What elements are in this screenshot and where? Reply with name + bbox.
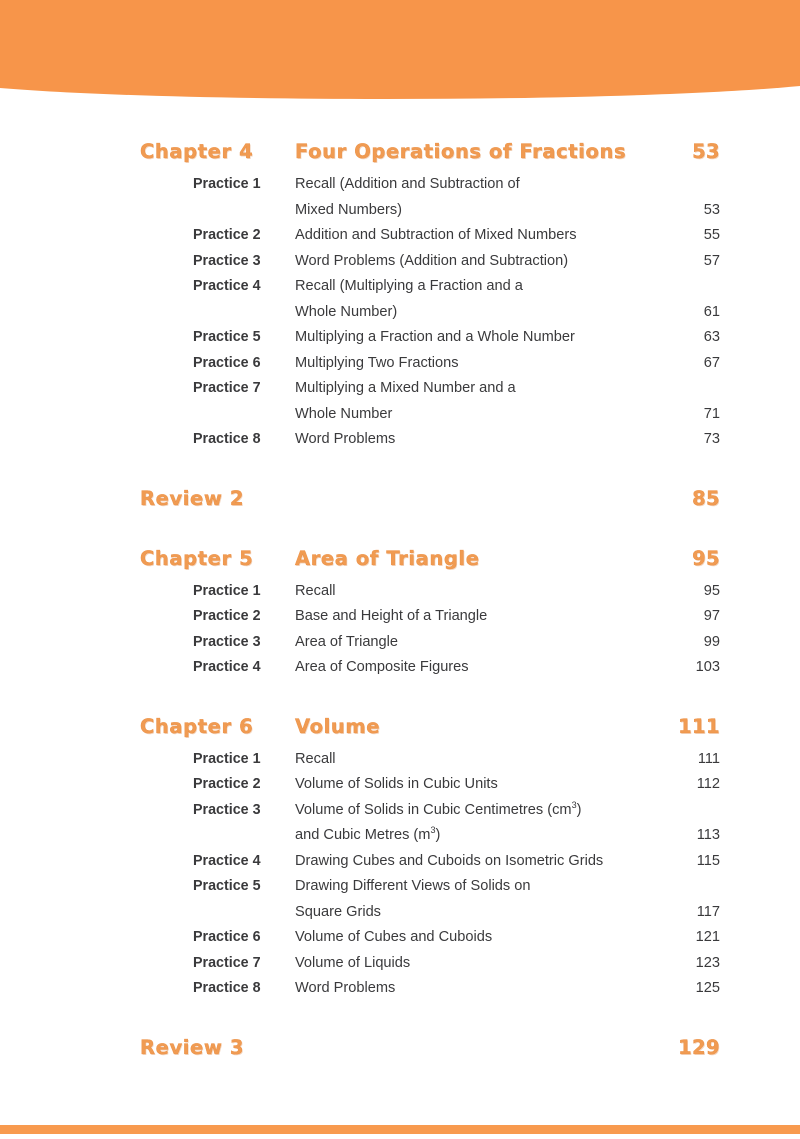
practice-row[interactable] bbox=[140, 747, 720, 773]
practice-title-line: Whole Number bbox=[295, 405, 393, 422]
chapter-title: Four Operations of Fractions bbox=[295, 140, 627, 163]
practice-title bbox=[295, 172, 662, 223]
practice-title-line: Word Problems bbox=[295, 980, 396, 996]
practice-page-number: 111 bbox=[697, 750, 720, 767]
vertical-spacer bbox=[0, 681, 800, 715]
practice-label: Practice 7 bbox=[193, 380, 261, 396]
practice-title bbox=[295, 325, 662, 351]
review-heading-row[interactable] bbox=[140, 487, 720, 510]
practice-row[interactable] bbox=[140, 951, 720, 977]
practice-page-number: 63 bbox=[703, 329, 720, 345]
practice-page-number: 61 bbox=[703, 303, 720, 320]
practice-row[interactable] bbox=[140, 772, 720, 798]
practice-title bbox=[295, 798, 662, 849]
practice-title-line: Multiplying Two Fractions bbox=[295, 354, 459, 371]
review-heading-row[interactable] bbox=[140, 1036, 720, 1059]
practice-page-number: 113 bbox=[696, 827, 720, 843]
chapter-label: Chapter 5 bbox=[140, 546, 254, 570]
chapter-label: Chapter 6 bbox=[140, 714, 254, 738]
review-label: Review 3 bbox=[140, 1035, 245, 1059]
practice-label: Practice 8 bbox=[193, 431, 261, 447]
practice-label: Practice 8 bbox=[193, 980, 261, 996]
practice-title-line: Area of Composite Figures bbox=[295, 659, 469, 675]
practice-title bbox=[295, 351, 662, 377]
practice-page-number: 95 bbox=[703, 582, 720, 599]
practice-row[interactable] bbox=[140, 325, 720, 351]
practice-label: Practice 4 bbox=[193, 278, 261, 294]
practice-row[interactable] bbox=[140, 274, 720, 325]
practice-title bbox=[295, 376, 662, 427]
practice-label: Practice 1 bbox=[193, 582, 261, 599]
practice-row[interactable] bbox=[140, 798, 720, 849]
practice-title-line: Mixed Numbers) bbox=[295, 201, 403, 218]
practice-label: Practice 5 bbox=[193, 878, 261, 894]
practice-title bbox=[295, 655, 662, 681]
practice-label: Practice 3 bbox=[193, 252, 261, 269]
practice-page-number: 57 bbox=[703, 252, 720, 269]
vertical-spacer bbox=[0, 510, 800, 519]
practice-title-line: Multiplying a Mixed Number and a bbox=[295, 380, 516, 396]
practice-page-number: 112 bbox=[696, 776, 720, 792]
practice-title-line: Word Problems (Addition and Subtraction) bbox=[295, 252, 569, 269]
practice-row[interactable] bbox=[140, 925, 720, 951]
practice-label: Practice 5 bbox=[193, 329, 261, 345]
practice-label: Practice 1 bbox=[193, 750, 261, 767]
practice-page-number: 125 bbox=[695, 980, 720, 996]
chapter-page-number: 111 bbox=[678, 714, 720, 738]
practice-title-line: Drawing Cubes and Cuboids on Isometric Grids bbox=[295, 852, 604, 869]
practice-page-number: 115 bbox=[696, 852, 720, 869]
practice-title bbox=[295, 223, 662, 249]
vertical-spacer bbox=[0, 453, 800, 487]
practice-page-number: 71 bbox=[703, 405, 720, 422]
practice-title bbox=[295, 874, 662, 925]
practice-label: Practice 4 bbox=[193, 852, 261, 869]
practice-title-line: Whole Number) bbox=[295, 303, 398, 320]
content-top-offset bbox=[0, 0, 800, 140]
chapter-page-number: 95 bbox=[692, 546, 720, 570]
vertical-spacer bbox=[0, 738, 800, 747]
chapter-title: Area of Triangle bbox=[295, 546, 480, 570]
practice-row[interactable] bbox=[140, 604, 720, 630]
practice-row[interactable] bbox=[140, 351, 720, 377]
practice-label: Practice 4 bbox=[193, 659, 261, 675]
practice-row[interactable] bbox=[140, 579, 720, 605]
practice-title-line: Square Grids bbox=[295, 903, 381, 920]
vertical-spacer bbox=[0, 1002, 800, 1036]
chapter-heading-row[interactable] bbox=[140, 715, 720, 738]
practice-row[interactable] bbox=[140, 223, 720, 249]
practice-title-line: Recall bbox=[295, 582, 336, 599]
practice-title-line: and Cubic Metres $(m^3)$ bbox=[295, 825, 441, 843]
practice-title-line: Recall (Addition and Subtraction of bbox=[295, 176, 520, 192]
practice-title bbox=[295, 925, 662, 951]
practice-page-number: 103 bbox=[695, 659, 720, 675]
practice-title bbox=[295, 951, 662, 977]
footer-orange-bar bbox=[0, 1125, 800, 1134]
practice-label: Practice 1 bbox=[193, 176, 261, 192]
practice-title-line: Area of Triangle bbox=[295, 633, 399, 650]
vertical-spacer bbox=[0, 519, 800, 547]
practice-title bbox=[295, 604, 662, 630]
practice-row[interactable] bbox=[140, 376, 720, 427]
practice-page-number: 67 bbox=[703, 354, 720, 371]
practice-row[interactable] bbox=[140, 976, 720, 1002]
chapter-heading-row[interactable] bbox=[140, 547, 720, 570]
practice-title-line: Addition and Subtraction of Mixed Numbers bbox=[295, 227, 577, 243]
practice-title-line: Base and Height of a Triangle bbox=[295, 608, 488, 624]
practice-row[interactable] bbox=[140, 249, 720, 275]
practice-row[interactable] bbox=[140, 630, 720, 656]
practice-row[interactable] bbox=[140, 427, 720, 453]
practice-title-line: Volume of Solids in Cubic Centimetres $(cm^3)$ bbox=[295, 799, 582, 818]
chapter-heading-row[interactable] bbox=[140, 140, 720, 163]
practice-row[interactable] bbox=[140, 849, 720, 875]
practice-title-line: Drawing Different Views of Solids on bbox=[295, 878, 531, 894]
practice-label: Practice 3 bbox=[193, 801, 261, 818]
vertical-spacer bbox=[0, 570, 800, 579]
practice-page-number: 73 bbox=[703, 431, 720, 447]
vertical-spacer bbox=[0, 163, 800, 172]
practice-label: Practice 6 bbox=[193, 354, 261, 371]
practice-title bbox=[295, 579, 662, 605]
vertical-spacer bbox=[0, 1059, 800, 1068]
practice-page-number: 55 bbox=[703, 227, 720, 243]
practice-page-number: 53 bbox=[703, 201, 720, 218]
practice-label: Practice 7 bbox=[193, 954, 261, 971]
practice-label: Practice 2 bbox=[193, 227, 261, 243]
practice-page-number: 97 bbox=[703, 608, 720, 624]
practice-title bbox=[295, 849, 662, 875]
practice-title-line: Volume of Solids in Cubic Units bbox=[295, 776, 498, 792]
review-page-number: 85 bbox=[692, 486, 720, 510]
practice-title-line: Volume of Cubes and Cuboids bbox=[295, 929, 493, 945]
practice-title bbox=[295, 976, 662, 1002]
practice-title-line: Recall bbox=[295, 750, 336, 767]
practice-row[interactable] bbox=[140, 172, 720, 223]
practice-label: Practice 2 bbox=[193, 608, 261, 624]
practice-title-line: Recall (Multiplying a Fraction and a bbox=[295, 278, 523, 294]
practice-label: Practice 6 bbox=[193, 929, 261, 945]
practice-title-line: Multiplying a Fraction and a Whole Number bbox=[295, 329, 575, 345]
practice-label: Practice 3 bbox=[193, 633, 261, 650]
practice-title bbox=[295, 747, 662, 773]
practice-title bbox=[295, 274, 662, 325]
review-label: Review 2 bbox=[140, 486, 245, 510]
practice-page-number: 121 bbox=[695, 929, 720, 945]
practice-title bbox=[295, 249, 662, 275]
review-page-number: 129 bbox=[678, 1035, 720, 1059]
practice-row[interactable] bbox=[140, 874, 720, 925]
practice-page-number: 117 bbox=[696, 903, 720, 920]
chapter-page-number: 53 bbox=[692, 140, 720, 163]
practice-title bbox=[295, 772, 662, 798]
practice-label: Practice 2 bbox=[193, 776, 261, 792]
practice-title bbox=[295, 630, 662, 656]
chapter-label: Chapter 4 bbox=[140, 140, 254, 163]
practice-page-number: 99 bbox=[703, 633, 720, 650]
practice-row[interactable] bbox=[140, 655, 720, 681]
practice-page-number: 123 bbox=[695, 954, 720, 971]
practice-title bbox=[295, 427, 662, 453]
practice-title-line: Word Problems bbox=[295, 431, 396, 447]
practice-title-line: Volume of Liquids bbox=[295, 954, 411, 971]
chapter-title: Volume bbox=[295, 714, 381, 738]
